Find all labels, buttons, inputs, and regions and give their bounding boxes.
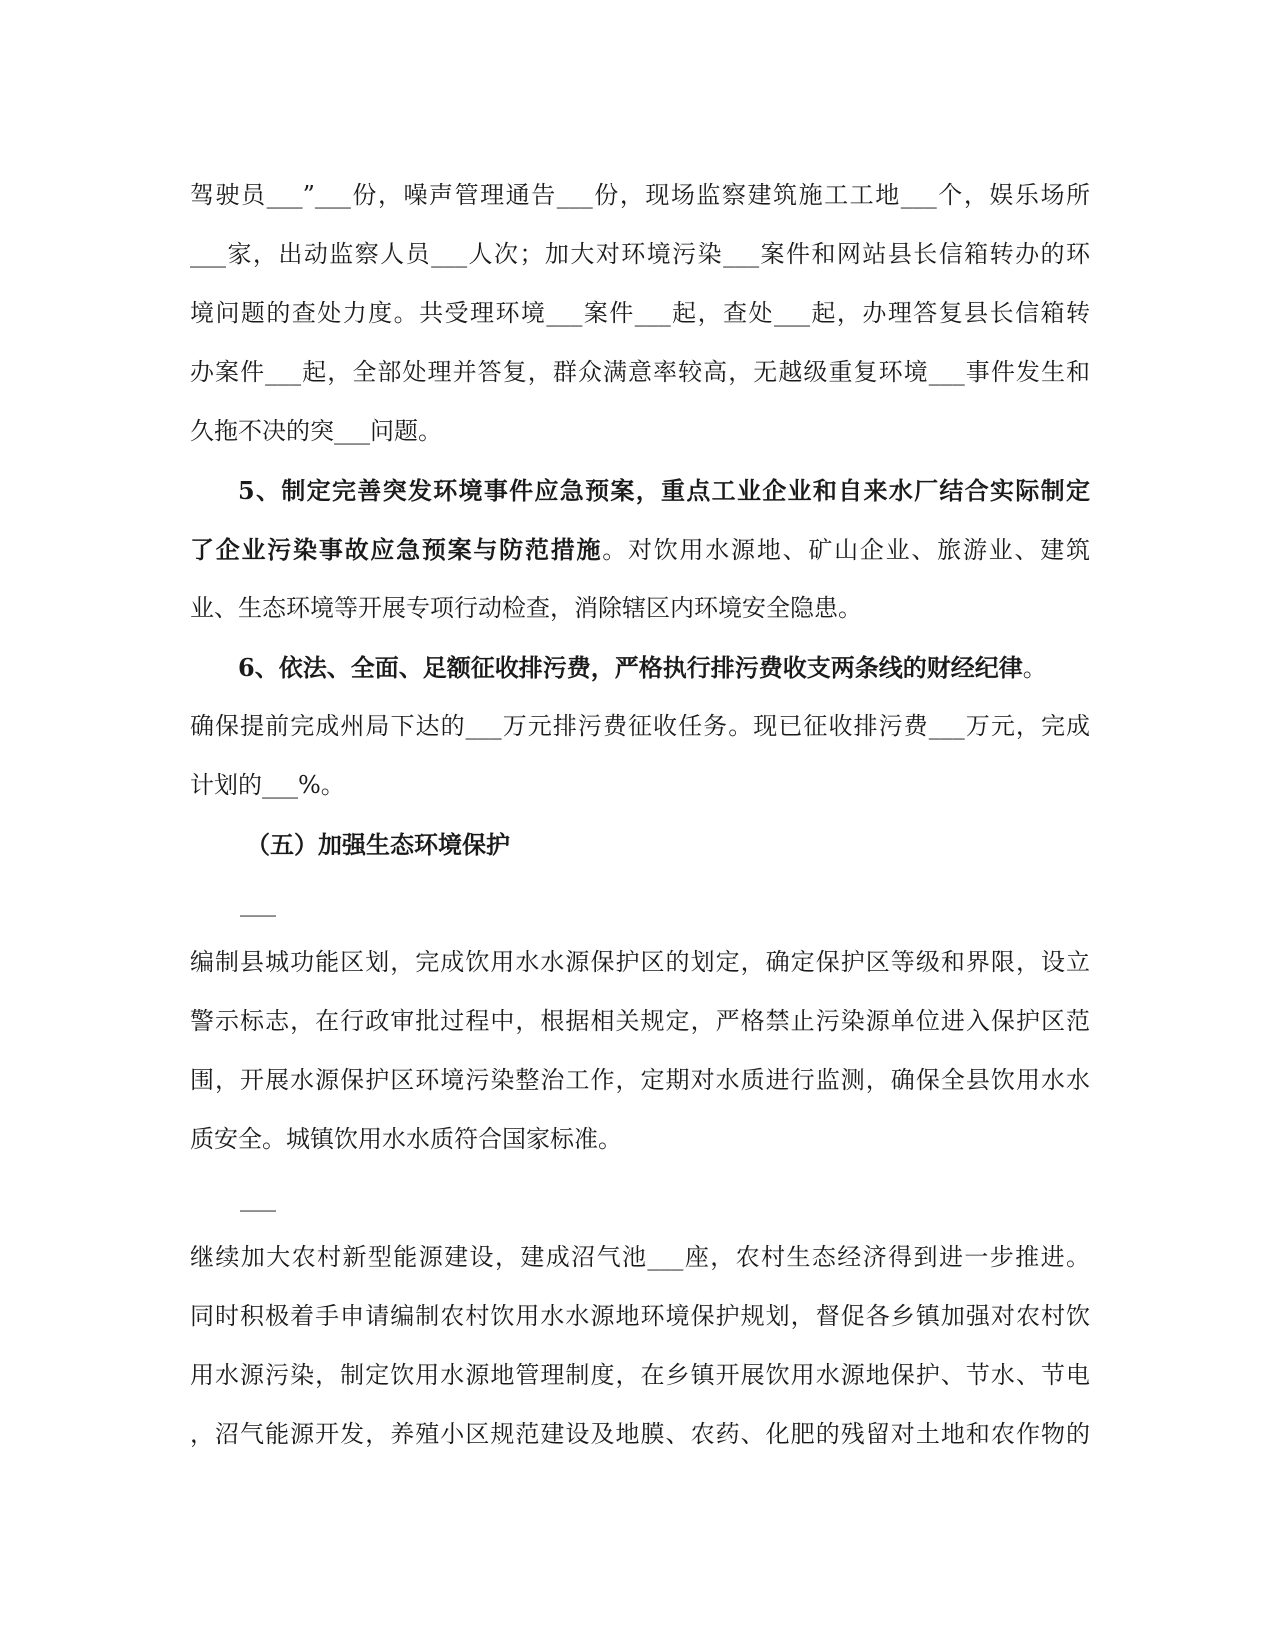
item-6-heading: 6、依法、全面、足额征收排污费，严格执行排污费收支两条线的财经纪律 xyxy=(238,653,1023,682)
paragraph-line: 编制县城功能区划，完成饮用水水源保护区的划定，确定保护区等级和界限，设立 xyxy=(190,948,1090,976)
paragraph-line: 驾驶员___”___份，噪声管理通告___份，现场监察建筑施工工地___个，娱乐场所 xyxy=(190,181,1090,209)
blank-placeholder: ___ xyxy=(240,1184,276,1212)
paragraph-line: 继续加大农村新型能源建设，建成沼气池___座，农村生态经济得到进一步推进。 xyxy=(190,1243,1090,1271)
item-6-heading-line xyxy=(190,638,1090,697)
paragraph-line: 同时积极着手申请编制农村饮用水水源地环境保护规划，督促各乡镇加强对农村饮 xyxy=(190,1302,1090,1330)
paragraph-line: 业、生态环境等开展专项行动检查，消除辖区内环境安全隐患。 xyxy=(190,594,862,622)
blank-placeholder: ___ xyxy=(240,889,276,917)
paragraph-line: 警示标志，在行政审批过程中，根据相关规定，严格禁止污染源单位进入保护区范 xyxy=(190,1007,1090,1035)
section-heading: （五）加强生态环境保护 xyxy=(246,830,510,859)
item-5-heading-line: 5、制定完善突发环境事件应急预案，重点工业企业和自来水厂结合实际制定 xyxy=(238,476,1090,505)
paragraph-line: 境问题的查处力度。共受理环境___案件___起，查处___起，办理答复县长信箱转 xyxy=(190,299,1090,327)
paragraph-line: 久拖不决的突___问题。 xyxy=(190,417,442,445)
document-body xyxy=(190,166,1090,1464)
item-6-heading-period: 。 xyxy=(1022,654,1047,682)
paragraph-line: 围，开展水源保护区环境污染整治工作，定期对水质进行监测，确保全县饮用水水 xyxy=(190,1066,1090,1094)
paragraph-line: 用水源污染，制定饮用水源地管理制度，在乡镇开展饮用水源地保护、节水、节电 xyxy=(190,1361,1090,1389)
item-5-body-start: 。对饮用水源地、矿山企业、旅游业、建筑 xyxy=(602,536,1090,564)
paragraph-line: ，沼气能源开发，养殖小区规范建设及地膜、农药、化肥的残留对土地和农作物的 xyxy=(190,1420,1090,1448)
paragraph-line: 确保提前完成州局下达的___万元排污费征收任务。现已征收排污费___万元，完成 xyxy=(190,712,1090,740)
paragraph-line: 办案件___起，全部处理并答复，群众满意率较高，无越级重复环境___事件发生和 xyxy=(190,358,1090,386)
item-5-mixed-line xyxy=(190,520,1090,579)
item-5-heading-tail: 了企业污染事故应急预案与防范措施 xyxy=(190,535,603,564)
paragraph-line: 质安全。城镇饮用水水质符合国家标准。 xyxy=(190,1125,622,1153)
paragraph-line: 计划的___%。 xyxy=(190,771,345,799)
paragraph-line: ___家，出动监察人员___人次；加大对环境污染___案件和网站县长信箱转办的环 xyxy=(190,240,1090,268)
